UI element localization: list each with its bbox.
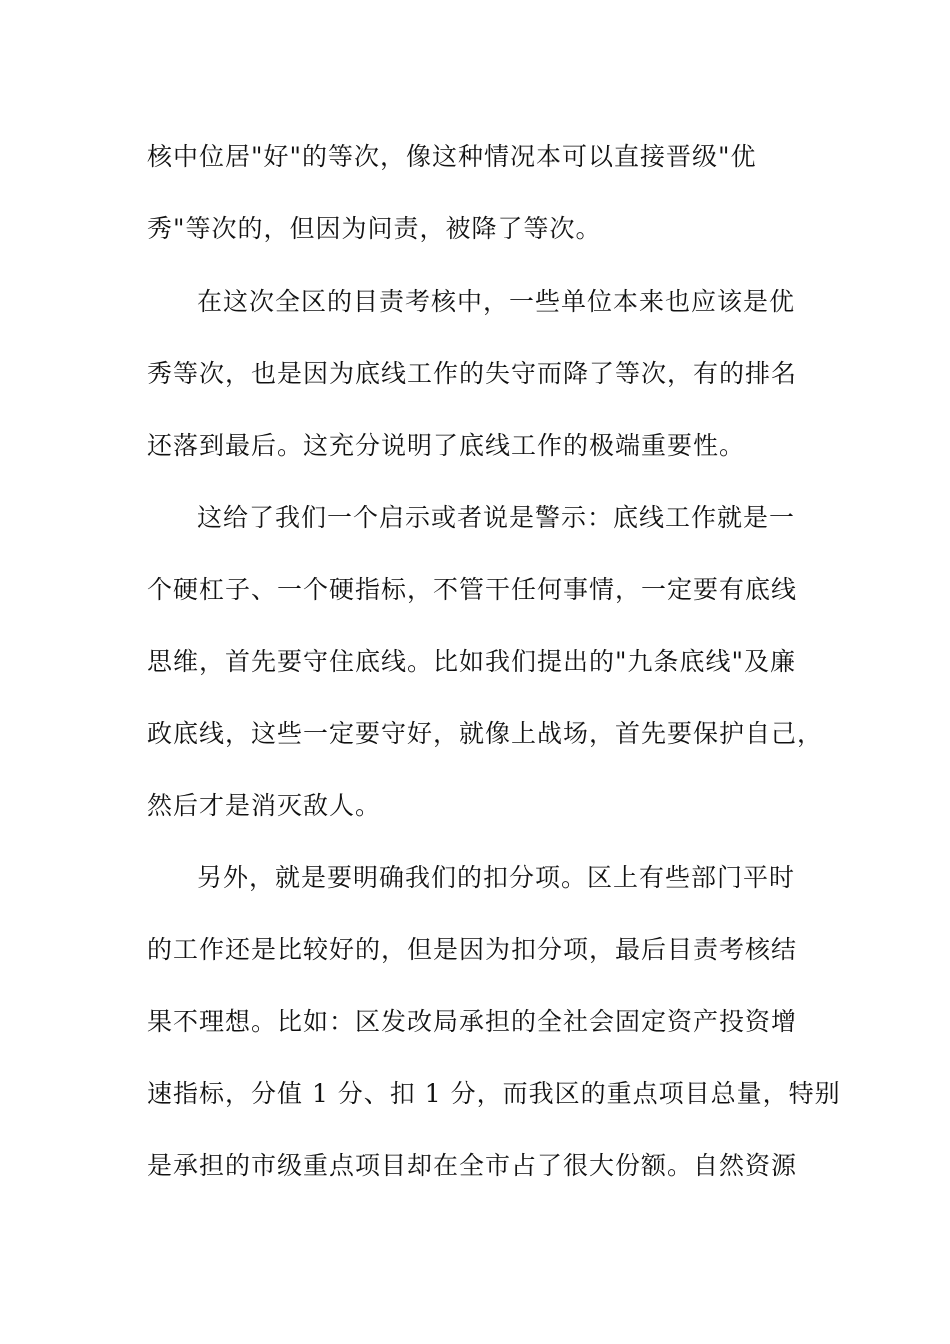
text-line: 然后才是消灭敌人。 xyxy=(147,791,382,820)
paragraph-first-line: 另外，就是要明确我们的扣分项。区上有些部门平时 xyxy=(197,863,796,892)
text-line: 秀"等次的，但因为问责，被降了等次。 xyxy=(147,214,602,243)
text-line: 是承担的市级重点项目却在全市占了很大份额。自然资源 xyxy=(147,1151,798,1180)
text-line: 核中位居"好"的等次，像这种情况本可以直接晋级"优 xyxy=(147,142,757,171)
text-line: 思维，首先要守住底线。比如我们提出的"九条底线"及廉 xyxy=(147,647,797,676)
text-line: 的工作还是比较好的，但是因为扣分项，最后目责考核结 xyxy=(147,935,798,964)
text-line: 还落到最后。这充分说明了底线工作的极端重要性。 xyxy=(147,431,746,460)
text-line: 速指标，分值 1 分、扣 1 分，而我区的重点项目总量，特别 xyxy=(147,1079,841,1108)
paragraph-first-line: 在这次全区的目责考核中，一些单位本来也应该是优 xyxy=(197,287,796,316)
text-line: 个硬杠子、一个硬指标，不管干任何事情，一定要有底线 xyxy=(147,575,798,604)
text-line: 果不理想。比如：区发改局承担的全社会固定资产投资增 xyxy=(147,1007,798,1036)
text-line: 秀等次，也是因为底线工作的失守而降了等次，有的排名 xyxy=(147,359,798,388)
paragraph-first-line: 这给了我们一个启示或者说是警示：底线工作就是一 xyxy=(197,503,796,532)
text-line: 政底线，这些一定要守好，就像上战场，首先要保护自己， xyxy=(147,719,824,748)
